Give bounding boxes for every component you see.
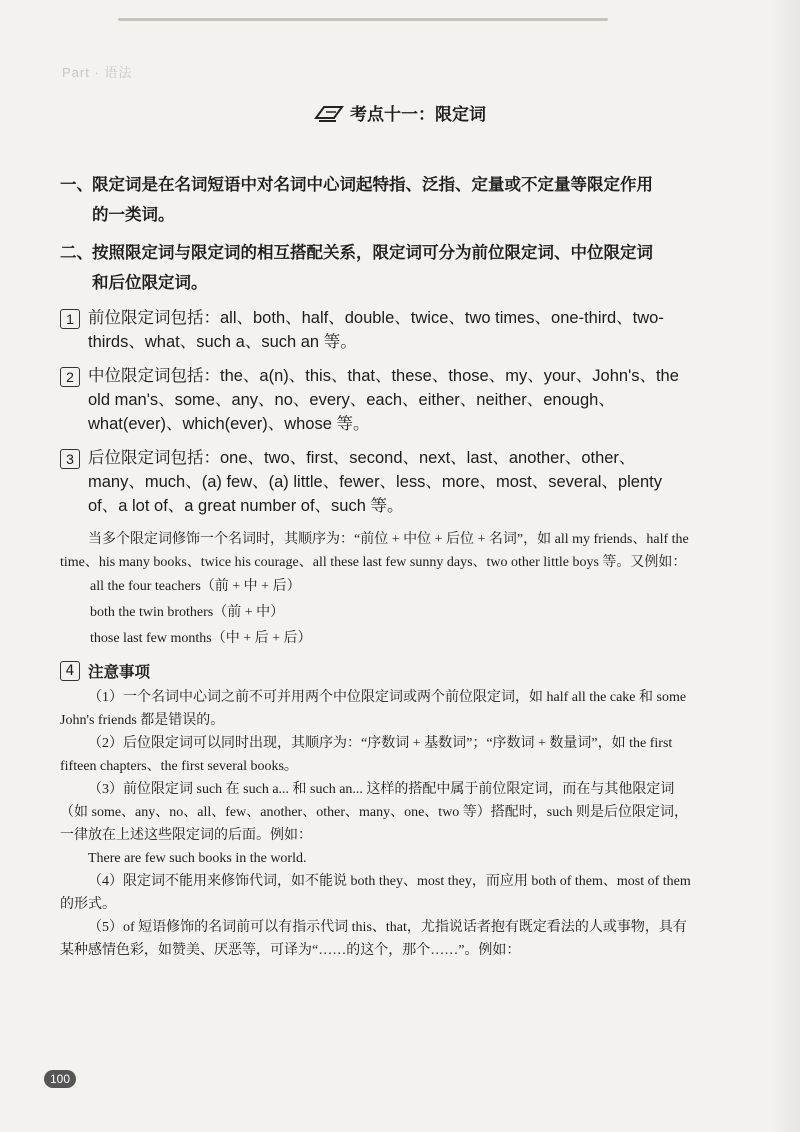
page-edge-shadow	[770, 0, 800, 1132]
heading-text: 按照限定词与限定词的相互搭配关系，限定词可分为前位限定词、中位限定词	[92, 243, 653, 262]
item-text: 中位限定词包括：the、a(n)、this、that、these、those、my、your、John's、the old man's、some、any、no、every、each、either、neither、enough、what(ever)、which(ever)、whose 等。	[88, 367, 679, 433]
note-paragraph: （5）of 短语修饰的名词前可以有指示代词 this、that，尤指说话者抱有既定看法的人或事物，具有某种感情色彩，如赞美、厌恶等，可译为“……的这个，那个……”。例如：	[60, 920, 687, 958]
note-paragraph: （3）前位限定词 such 在 such a... 和 such an... 这样的搭配中属于前位限定词，而在与其他限定词（如 some、any、no、all、few、another、other、many、one、two 等）搭配时，such 则是后位限定词，一律放在上述这些限定词的后面。例如：	[60, 782, 688, 843]
heading-number: 二、	[60, 243, 93, 262]
example-line: both the twin brothers（前 + 中）	[90, 605, 285, 620]
notes-heading	[60, 660, 692, 682]
note-paragraph: （2）后位限定词可以同时出现，其顺序为：“序数词 + 基数词”；“序数词 + 数量词”，如 the first fifteen chapters、the first several books。	[60, 736, 673, 774]
main-content	[60, 170, 692, 962]
top-rule	[118, 18, 608, 21]
classification-heading	[60, 238, 692, 298]
item-number-box: 1	[60, 309, 80, 329]
page-number-badge: 100	[44, 1070, 76, 1088]
header-ghost-text: Part · 语法	[62, 65, 133, 80]
heading-number: 一、	[60, 175, 93, 194]
definition-heading	[60, 170, 692, 230]
example-sentence: There are few such books in the world.	[88, 851, 307, 866]
postdeterminer-item	[60, 446, 692, 518]
central-determiner-item	[60, 364, 692, 436]
item-number-box: 2	[60, 367, 80, 387]
notes-heading-text: 注意事项	[88, 663, 151, 681]
item-number-box: 4	[60, 661, 80, 681]
item-text: 后位限定词包括：one、two、first、second、next、last、another、other、many、much、(a) few、(a) little、fewer、less、more、most、several、plenty of、a lot of、a great number of、such 等。	[88, 449, 662, 515]
example-line: all the four teachers（前 + 中 + 后）	[90, 579, 301, 594]
section-title	[314, 100, 486, 125]
predeterminer-item	[60, 306, 692, 354]
section-title-text: 考点十一：限定词	[350, 105, 486, 125]
notebook-icon	[314, 104, 344, 122]
example-line: those last few months（中 + 后 + 后）	[90, 631, 312, 646]
heading-continuation: 和后位限定词。	[92, 273, 208, 292]
item-number-box: 3	[60, 449, 80, 469]
item-text: 前位限定词包括：all、both、half、double、twice、two times、one-third、two-thirds、what、such a、such an 等。	[88, 309, 664, 351]
order-paragraph: 当多个限定词修饰一个名词时，其顺序为：“前位 + 中位 + 后位 + 名词”，如 all my friends、half the time、his many books、twice his courage、all these last few sunny days、two other little boys 等。又例如：	[60, 532, 689, 570]
note-paragraph: （1）一个名词中心词之前不可并用两个中位限定词或两个前位限定词，如 half all the cake 和 some John's friends 都是错误的。	[60, 690, 687, 728]
note-paragraph: （4）限定词不能用来修饰代词，如不能说 both they、most they，而应用 both of them、most of them 的形式。	[60, 874, 691, 912]
heading-text: 限定词是在名词短语中对名词中心词起特指、泛指、定量或不定量等限定作用	[92, 175, 653, 194]
title-area	[0, 100, 800, 126]
heading-continuation: 的一类词。	[92, 205, 175, 224]
